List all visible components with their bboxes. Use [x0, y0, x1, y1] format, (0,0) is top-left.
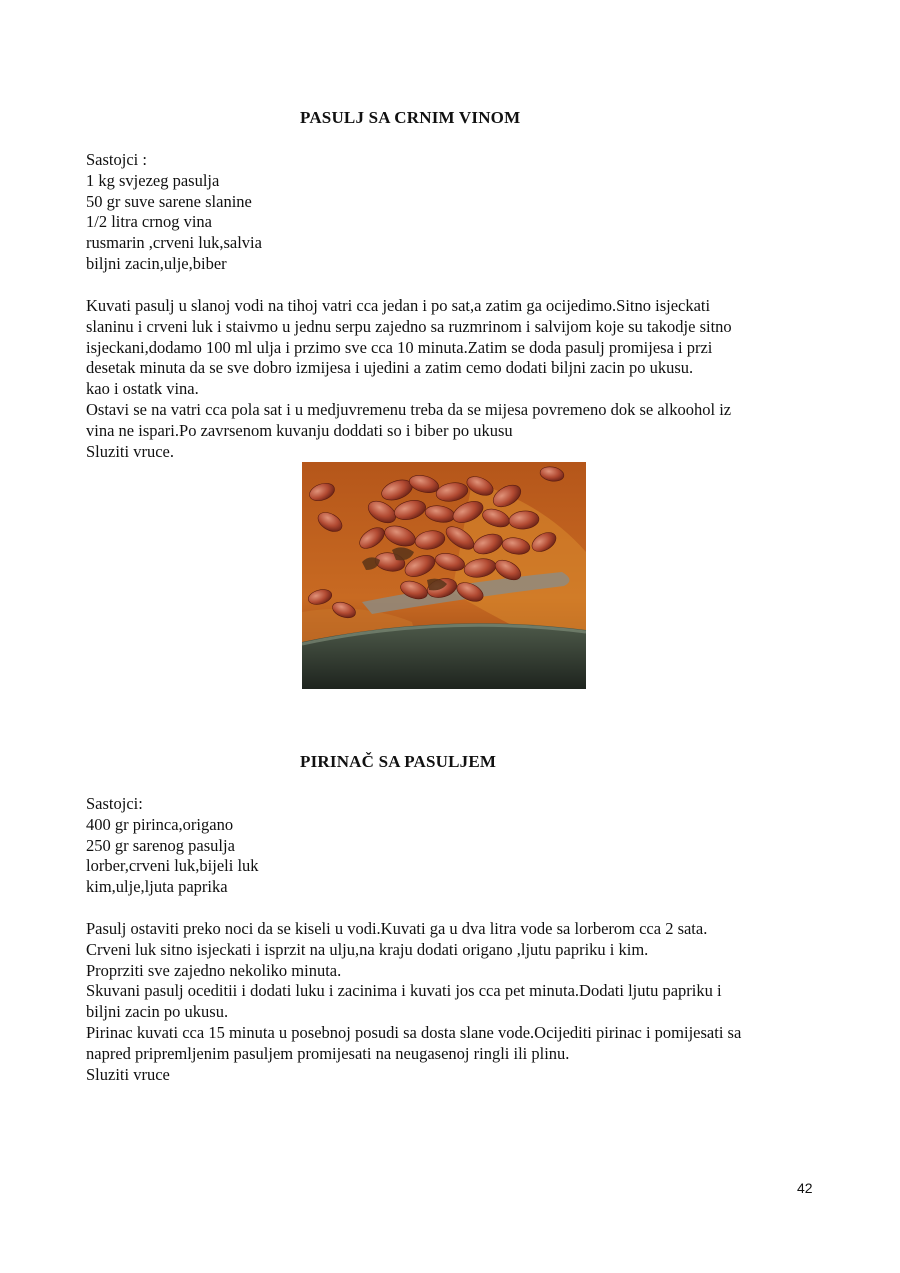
- instruction-line: Ostavi se na vatri cca pola sat i u medjuvremenu treba da se mijesa povremeno dok se alkoohol iz: [86, 399, 732, 419]
- instruction-line: Sluziti vruce.: [86, 441, 174, 461]
- instruction-line: desetak minuta da se sve dobro izmijesa i ujedini a zatim cemo dodati biljni zacin po ukusu.: [86, 358, 694, 378]
- recipe2-title: PIRINAČ SA PASULJEM: [300, 752, 497, 771]
- instruction-line: napred pripremljenim pasuljem promijesati na neugasenoj ringli ili plinu.: [86, 1043, 570, 1063]
- instruction-line: Proprziti sve zajedno nekoliko minuta.: [86, 960, 342, 980]
- recipe1-title: PASULJ SA CRNIM VINOM: [300, 108, 521, 127]
- ingredient-line: 400 gr pirinca,origano: [86, 814, 234, 834]
- ingredient-line: 50 gr suve sarene slanine: [86, 191, 252, 211]
- ingredient-line: Sastojci:: [86, 794, 143, 813]
- instruction-line: Kuvati pasulj u slanoj vodi na tihoj vatri cca jedan i po sat,a zatim ga ocijedimo.Sitno isjeckati: [86, 296, 711, 315]
- page-number: 42: [797, 1180, 813, 1196]
- instruction-line: Crveni luk sitno isjeckati i isprzit na ulju,na kraju dodati origano ,ljutu papriku i kim.: [86, 939, 649, 959]
- ingredient-line: biljni zacin,ulje,biber: [86, 253, 227, 273]
- instruction-line: slaninu i crveni luk i staivmo u jednu serpu zajedno sa ruzmrinom i salvijom koje su takodje sitno: [86, 316, 732, 336]
- ingredient-line: 1/2 litra crnog vina: [86, 212, 213, 232]
- bean-dish-photo: [302, 462, 586, 689]
- instruction-line: Skuvani pasulj oceditii i dodati luku i zacinima i kuvati jos cca pet minuta.Dodati ljutu papriku i: [86, 981, 722, 1001]
- ingredient-line: 1 kg svjezeg pasulja: [86, 170, 220, 190]
- instruction-line: isjeckani,dodamo 100 ml ulja i przimo sve cca 10 minuta.Zatim se doda pasulj promijesa i przi: [86, 337, 713, 357]
- instruction-line: kao i ostatk vina.: [86, 379, 199, 399]
- ingredient-line: rusmarin ,crveni luk,salvia: [86, 233, 262, 253]
- instruction-line: vina ne ispari.Po zavrsenom kuvanju doddati so i biber po ukusu: [86, 420, 513, 440]
- instruction-line: Pirinac kuvati cca 15 minuta u posebnoj posudi sa dosta slane vode.Ocijediti pirinac i pomijesati sa: [86, 1022, 742, 1042]
- recipe1-instructions: [86, 296, 826, 462]
- ingredient-line: kim,ulje,ljuta paprika: [86, 877, 228, 897]
- recipe2-instructions: [86, 919, 826, 1085]
- ingredient-line: Sastojci :: [86, 150, 147, 169]
- recipe2-ingredients: [86, 794, 826, 898]
- ingredient-line: 250 gr sarenog pasulja: [86, 835, 235, 855]
- ingredient-line: lorber,crveni luk,bijeli luk: [86, 856, 259, 876]
- instruction-line: biljni zacin po ukusu.: [86, 1002, 229, 1022]
- instruction-line: Sluziti vruce: [86, 1064, 170, 1084]
- recipe1-ingredients: [86, 150, 826, 275]
- instruction-line: Pasulj ostaviti preko noci da se kiseli u vodi.Kuvati ga u dva litra vode sa lorberom cca 2 sata.: [86, 919, 708, 938]
